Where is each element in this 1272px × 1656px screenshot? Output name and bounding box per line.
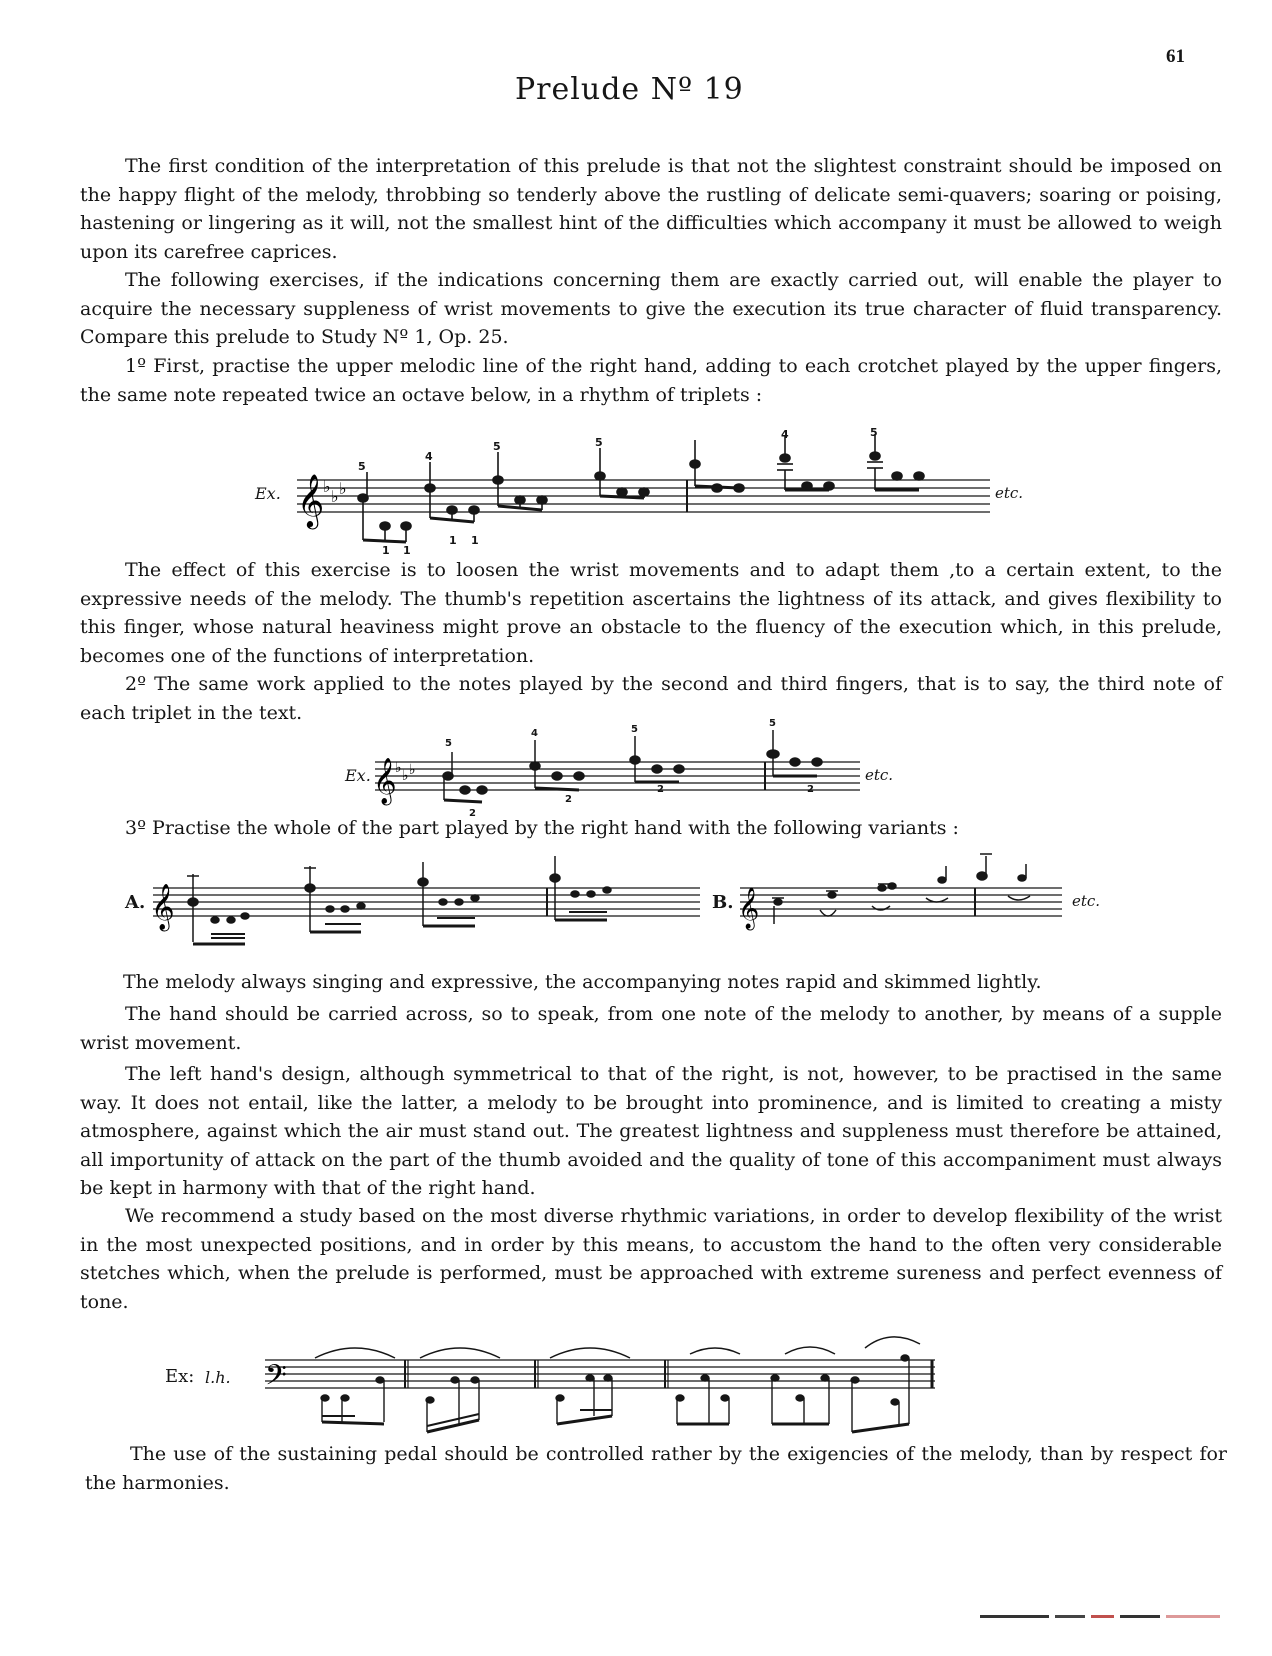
watermark-red-mark — [1166, 1615, 1220, 1618]
watermark-dark-mark — [980, 1615, 1049, 1618]
etc-label: etc. — [995, 484, 1024, 502]
paragraph-melody-singing — [123, 968, 1223, 997]
page-title: Prelude Nº 19 — [515, 72, 744, 107]
music-example-left-hand — [165, 1340, 1005, 1450]
paragraph-text: The first condition of the interpretation of this prelude is that not the slightest constraint should be imposed on the happy flight of the melody, throbbing so tenderly above the rustling of delicate semi-quavers; soaring or poising, hastening or lingering as it will, not the smallest hint of the difficulties which accompany it must be allowed to weigh upon its carefree caprices. — [80, 155, 1222, 263]
paragraph-text: 3º Practise the whole of the part played by the right hand with the following variants : — [125, 817, 959, 839]
svg-text:♭: ♭ — [409, 762, 416, 778]
staff-treble-icon — [712, 862, 1132, 962]
music-variant-a — [125, 862, 705, 962]
example-label: Ex: — [165, 1366, 195, 1387]
example-label: Ex. — [255, 484, 281, 503]
paragraph-step-2 — [80, 670, 1222, 727]
music-variant-b — [712, 862, 1132, 962]
svg-text:5: 5 — [769, 718, 776, 729]
staff-bass-icon — [165, 1340, 1005, 1450]
watermark-red-mark — [1091, 1615, 1115, 1618]
svg-text:2: 2 — [657, 784, 664, 795]
staff-treble-icon — [125, 862, 705, 962]
svg-text:2: 2 — [807, 784, 814, 795]
paragraph-sustaining-pedal — [85, 1440, 1227, 1497]
paragraph-rhythmic-study — [80, 1202, 1222, 1316]
svg-text:𝄞: 𝄞 — [151, 884, 175, 930]
paragraph-step-3 — [80, 814, 1222, 843]
svg-text:♭: ♭ — [323, 477, 331, 496]
svg-text:1: 1 — [403, 544, 411, 557]
paragraph-text: 1º First, practise the upper melodic line of the right hand, adding to each crotchet played by the upper fingers, the same note repeated twice an octave below, in a rhythm of triplets : — [80, 355, 1222, 406]
etc-label: etc. — [865, 766, 894, 784]
svg-text:5: 5 — [631, 724, 638, 735]
paragraph-text: We recommend a study based on the most diverse rhythmic variations, in order to develop flexibility of the wrist in the most unexpected positions, and in order by this means, to accustom the hand to the often very considerable stetches which, when the prelude is performed, must be approached with extreme sureness and perfect evenness of tone. — [80, 1205, 1222, 1313]
paragraph-left-hand — [80, 1060, 1222, 1203]
paragraph-text: The left hand's design, although symmetrical to that of the right, is not, however, to be practised in the same way. It does not entail, like the latter, a melody to be brought into prominence, and is limited to creating a misty atmosphere, against which the air must stand out. The greatest lightness and suppleness must therefore be attained, all importunity of attack on the part of the thumb avoided and the quality of tone of this accompaniment must always be kept in harmony with that of the right hand. — [80, 1063, 1222, 1199]
svg-text:1: 1 — [449, 534, 457, 547]
svg-text:4: 4 — [531, 728, 538, 739]
hand-label: l.h. — [205, 1368, 231, 1387]
paragraph-exercises — [80, 266, 1222, 352]
svg-text:2: 2 — [469, 808, 476, 819]
etc-label: etc. — [1072, 892, 1101, 910]
paragraph-text: 2º The same work applied to the notes played by the second and third fingers, that is to say, the third note of each triplet in the text. — [80, 673, 1222, 724]
svg-text:𝄞: 𝄞 — [297, 473, 325, 527]
svg-text:♭: ♭ — [402, 768, 409, 784]
paragraph-text: The hand should be carried across, so to speak, from one note of the melody to another, by means of a supple wrist movement. — [80, 1003, 1222, 1054]
svg-text:𝄞: 𝄞 — [738, 888, 760, 929]
svg-text:𝄢: 𝄢 — [265, 1359, 287, 1399]
watermark-dark-mark — [1055, 1615, 1085, 1618]
svg-text:1: 1 — [382, 544, 390, 557]
paragraph-hand-carried — [80, 1000, 1222, 1057]
staff-treble-icon — [345, 718, 905, 820]
variant-label: A. — [125, 892, 146, 913]
svg-text:5: 5 — [595, 436, 603, 449]
svg-text:1: 1 — [471, 534, 479, 547]
paragraph-intro — [80, 152, 1222, 266]
paragraph-effect — [80, 556, 1222, 670]
svg-text:𝄞: 𝄞 — [373, 758, 397, 804]
variant-label: B. — [712, 892, 734, 913]
example-label: Ex. — [345, 766, 371, 785]
paragraph-text: The use of the sustaining pedal should be controlled rather by the exigencies of the melody, than by respect for the harmonies. — [85, 1443, 1227, 1494]
svg-text:♭: ♭ — [395, 760, 402, 776]
svg-text:4: 4 — [425, 450, 433, 463]
music-example-1 — [255, 426, 1024, 560]
svg-text:4: 4 — [781, 428, 789, 441]
svg-text:5: 5 — [870, 426, 878, 439]
paragraph-text: The following exercises, if the indications concerning them are exactly carried out, will enable the player to acquire the necessary suppleness of wrist movements to give the execution its true character of fluid transparency. Compare this prelude to Study Nº 1, Op. 25. — [80, 269, 1222, 348]
music-example-2 — [345, 718, 905, 820]
svg-text:2: 2 — [565, 794, 572, 805]
staff-treble-icon — [255, 426, 1015, 560]
svg-text:5: 5 — [493, 440, 501, 453]
page-number: 61 — [1166, 46, 1185, 67]
svg-text:♭: ♭ — [331, 487, 339, 506]
paragraph-text: The melody always singing and expressive, the accompanying notes rapid and skimmed lightly. — [123, 971, 1042, 993]
svg-text:5: 5 — [445, 738, 452, 749]
paragraph-step-1 — [80, 352, 1222, 409]
svg-text:♭: ♭ — [339, 479, 347, 498]
watermark — [980, 1614, 1220, 1618]
svg-text:5: 5 — [358, 460, 366, 473]
paragraph-text: The effect of this exercise is to loosen the wrist movements and to adapt them ,to a certain extent, to the expressive needs of the melody. The thumb's repetition ascertains the lightness of its attack, and gives flexibility to this finger, whose natural heaviness might prove an obstacle to the fluency of the execution which, in this prelude, becomes one of the functions of interpretation. — [80, 559, 1222, 667]
watermark-dark-mark — [1120, 1615, 1159, 1618]
